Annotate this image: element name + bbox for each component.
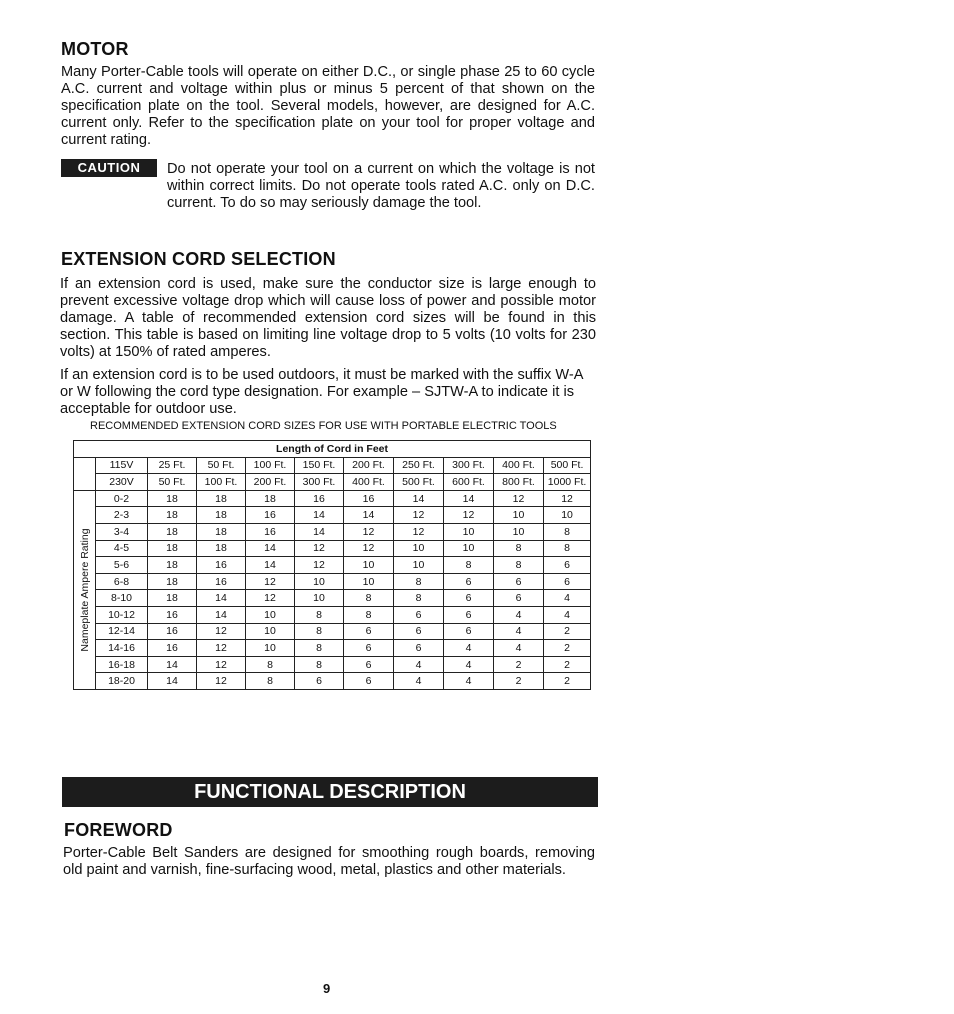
ampere-range-cell: 0-2 bbox=[96, 490, 148, 507]
ampere-range-cell: 14-16 bbox=[96, 640, 148, 657]
gauge-cell: 10 bbox=[344, 557, 394, 574]
gauge-cell: 10 bbox=[295, 590, 344, 607]
gauge-cell: 10 bbox=[494, 507, 544, 524]
motor-heading: MOTOR bbox=[61, 39, 129, 59]
cell-115v-length: 50 Ft. bbox=[197, 457, 246, 474]
gauge-cell: 10 bbox=[394, 540, 444, 557]
gauge-cell: 2 bbox=[544, 656, 591, 673]
ampere-range-cell: 4-5 bbox=[96, 540, 148, 557]
gauge-cell: 10 bbox=[444, 523, 494, 540]
cell-115v-length: 150 Ft. bbox=[295, 457, 344, 474]
gauge-cell: 10 bbox=[544, 507, 591, 524]
ampere-range-cell: 6-8 bbox=[96, 573, 148, 590]
gauge-cell: 6 bbox=[444, 623, 494, 640]
gauge-cell: 10 bbox=[246, 606, 295, 623]
cell-230v-label: 230V bbox=[96, 474, 148, 491]
extension-heading: EXTENSION CORD SELECTION bbox=[61, 249, 336, 269]
corner-cell bbox=[74, 457, 96, 474]
gauge-cell: 2 bbox=[544, 673, 591, 690]
gauge-cell: 14 bbox=[344, 507, 394, 524]
gauge-cell: 6 bbox=[344, 673, 394, 690]
gauge-cell: 4 bbox=[394, 673, 444, 690]
row-230v bbox=[74, 474, 591, 491]
cord-table-body bbox=[74, 490, 591, 689]
cell-230v-length: 400 Ft. bbox=[344, 474, 394, 491]
extension-cord-table bbox=[73, 440, 591, 690]
gauge-cell: 14 bbox=[197, 590, 246, 607]
cell-230v-length: 800 Ft. bbox=[494, 474, 544, 491]
cell-230v-length: 100 Ft. bbox=[197, 474, 246, 491]
gauge-cell: 12 bbox=[197, 640, 246, 657]
gauge-cell: 16 bbox=[295, 490, 344, 507]
gauge-cell: 8 bbox=[246, 656, 295, 673]
gauge-cell: 12 bbox=[295, 557, 344, 574]
ampere-range-cell: 12-14 bbox=[96, 623, 148, 640]
gauge-cell: 6 bbox=[494, 590, 544, 607]
gauge-cell: 2 bbox=[494, 673, 544, 690]
gauge-cell: 8 bbox=[494, 557, 544, 574]
row-115v bbox=[74, 457, 591, 474]
gauge-cell: 14 bbox=[444, 490, 494, 507]
ampere-range-cell: 18-20 bbox=[96, 673, 148, 690]
gauge-cell: 2 bbox=[494, 656, 544, 673]
gauge-cell: 4 bbox=[444, 673, 494, 690]
gauge-cell: 10 bbox=[246, 640, 295, 657]
gauge-cell: 6 bbox=[544, 573, 591, 590]
gauge-cell: 12 bbox=[344, 540, 394, 557]
gauge-cell: 6 bbox=[394, 623, 444, 640]
gauge-cell: 8 bbox=[295, 656, 344, 673]
gauge-cell: 10 bbox=[494, 523, 544, 540]
gauge-cell: 16 bbox=[344, 490, 394, 507]
gauge-cell: 12 bbox=[394, 507, 444, 524]
gauge-cell: 12 bbox=[197, 656, 246, 673]
ampere-range-cell: 2-3 bbox=[96, 507, 148, 524]
motor-paragraph: Many Porter-Cable tools will operate on either D.C., or single phase 25 to 60 cycle A.C. current and voltage within plus or minus 5 percent of that shown on the specification plate on the tool. Several models, however, are designed for A.C. current only. Refer to the specification plate on your tool for proper voltage and current rating. bbox=[61, 64, 595, 148]
gauge-cell: 18 bbox=[148, 573, 197, 590]
extension-paragraph-1: If an extension cord is used, make sure the conductor size is large enough to prevent excessive voltage drop which will cause loss of power and possible motor damage. A table of recommended extension cord sizes will be found in this section. This table is based on limiting line voltage drop to 5 volts (10 volts for 230 volts) at 150% of rated amperes. bbox=[60, 276, 596, 360]
ampere-range-cell: 3-4 bbox=[96, 523, 148, 540]
side-label-cell bbox=[74, 490, 96, 689]
page-number: 9 bbox=[323, 981, 331, 996]
gauge-cell: 2 bbox=[544, 640, 591, 657]
gauge-cell: 18 bbox=[148, 540, 197, 557]
functional-description-band: FUNCTIONAL DESCRIPTION bbox=[62, 777, 598, 807]
gauge-cell: 12 bbox=[246, 573, 295, 590]
cell-230v-length: 300 Ft. bbox=[295, 474, 344, 491]
gauge-cell: 12 bbox=[494, 490, 544, 507]
gauge-cell: 8 bbox=[295, 606, 344, 623]
gauge-cell: 12 bbox=[544, 490, 591, 507]
gauge-cell: 16 bbox=[148, 623, 197, 640]
gauge-cell: 10 bbox=[246, 623, 295, 640]
gauge-cell: 14 bbox=[148, 656, 197, 673]
ampere-range-cell: 10-12 bbox=[96, 606, 148, 623]
gauge-cell: 10 bbox=[444, 540, 494, 557]
table-row bbox=[74, 590, 591, 607]
gauge-cell: 18 bbox=[148, 557, 197, 574]
gauge-cell: 6 bbox=[444, 573, 494, 590]
gauge-cell: 2 bbox=[544, 623, 591, 640]
gauge-cell: 4 bbox=[444, 640, 494, 657]
table-row bbox=[74, 557, 591, 574]
gauge-cell: 8 bbox=[295, 640, 344, 657]
ampere-range-cell: 8-10 bbox=[96, 590, 148, 607]
caution-text: Do not operate your tool on a current on which the voltage is not within correct limits. Do not operate tools rated A.C. only on D.C. current. To do so may seriously damage the tool. bbox=[167, 161, 595, 211]
gauge-cell: 8 bbox=[246, 673, 295, 690]
gauge-cell: 10 bbox=[394, 557, 444, 574]
table-row bbox=[74, 623, 591, 640]
ampere-range-cell: 5-6 bbox=[96, 557, 148, 574]
gauge-cell: 12 bbox=[246, 590, 295, 607]
gauge-cell: 12 bbox=[344, 523, 394, 540]
gauge-cell: 16 bbox=[148, 606, 197, 623]
length-header: Length of Cord in Feet bbox=[74, 441, 591, 458]
gauge-cell: 6 bbox=[394, 606, 444, 623]
gauge-cell: 16 bbox=[246, 523, 295, 540]
gauge-cell: 16 bbox=[246, 507, 295, 524]
gauge-cell: 12 bbox=[394, 523, 444, 540]
gauge-cell: 18 bbox=[197, 523, 246, 540]
gauge-cell: 6 bbox=[394, 640, 444, 657]
gauge-cell: 8 bbox=[394, 573, 444, 590]
gauge-cell: 8 bbox=[344, 606, 394, 623]
gauge-cell: 8 bbox=[544, 540, 591, 557]
cell-115v-label: 115V bbox=[96, 457, 148, 474]
length-header-row bbox=[74, 441, 591, 458]
table-row bbox=[74, 673, 591, 690]
gauge-cell: 18 bbox=[197, 490, 246, 507]
cell-115v-length: 25 Ft. bbox=[148, 457, 197, 474]
table-row bbox=[74, 606, 591, 623]
gauge-cell: 6 bbox=[344, 623, 394, 640]
cell-230v-length: 200 Ft. bbox=[246, 474, 295, 491]
cell-115v-length: 200 Ft. bbox=[344, 457, 394, 474]
corner-cell bbox=[74, 474, 96, 491]
gauge-cell: 4 bbox=[444, 656, 494, 673]
gauge-cell: 14 bbox=[197, 606, 246, 623]
gauge-cell: 8 bbox=[444, 557, 494, 574]
nameplate-ampere-rating-label: Nameplate Ampere Rating bbox=[78, 528, 91, 652]
gauge-cell: 16 bbox=[197, 573, 246, 590]
gauge-cell: 18 bbox=[148, 507, 197, 524]
gauge-cell: 14 bbox=[295, 523, 344, 540]
gauge-cell: 14 bbox=[148, 673, 197, 690]
gauge-cell: 6 bbox=[344, 656, 394, 673]
gauge-cell: 8 bbox=[544, 523, 591, 540]
table-row bbox=[74, 490, 591, 507]
gauge-cell: 12 bbox=[197, 623, 246, 640]
gauge-cell: 16 bbox=[197, 557, 246, 574]
gauge-cell: 14 bbox=[394, 490, 444, 507]
cell-115v-length: 500 Ft. bbox=[544, 457, 591, 474]
gauge-cell: 12 bbox=[444, 507, 494, 524]
cell-230v-length: 50 Ft. bbox=[148, 474, 197, 491]
gauge-cell: 8 bbox=[344, 590, 394, 607]
gauge-cell: 14 bbox=[246, 540, 295, 557]
gauge-cell: 14 bbox=[295, 507, 344, 524]
gauge-cell: 18 bbox=[246, 490, 295, 507]
gauge-cell: 4 bbox=[394, 656, 444, 673]
gauge-cell: 8 bbox=[494, 540, 544, 557]
gauge-cell: 14 bbox=[246, 557, 295, 574]
table-row bbox=[74, 640, 591, 657]
table-row bbox=[74, 656, 591, 673]
extension-paragraph-2: If an extension cord is to be used outdoors, it must be marked with the suffix W-A or W following the cord type designation. For example – SJTW-A to indicate it is acceptable for outdoor use. bbox=[60, 367, 583, 417]
foreword-text: Porter-Cable Belt Sanders are designed for smoothing rough boards, removing old paint and varnish, fine-surfacing wood, metal, plastics and other materials. bbox=[63, 845, 595, 878]
gauge-cell: 6 bbox=[344, 640, 394, 657]
table-row bbox=[74, 540, 591, 557]
caution-badge: CAUTION bbox=[61, 159, 157, 177]
gauge-cell: 16 bbox=[148, 640, 197, 657]
gauge-cell: 18 bbox=[148, 490, 197, 507]
gauge-cell: 4 bbox=[494, 640, 544, 657]
table-row bbox=[74, 573, 591, 590]
cell-115v-length: 250 Ft. bbox=[394, 457, 444, 474]
gauge-cell: 8 bbox=[295, 623, 344, 640]
gauge-cell: 4 bbox=[544, 590, 591, 607]
table-row bbox=[74, 523, 591, 540]
gauge-cell: 12 bbox=[295, 540, 344, 557]
gauge-cell: 4 bbox=[494, 606, 544, 623]
cell-115v-length: 400 Ft. bbox=[494, 457, 544, 474]
gauge-cell: 4 bbox=[494, 623, 544, 640]
gauge-cell: 8 bbox=[394, 590, 444, 607]
table-row bbox=[74, 507, 591, 524]
gauge-cell: 10 bbox=[344, 573, 394, 590]
cell-230v-length: 600 Ft. bbox=[444, 474, 494, 491]
gauge-cell: 6 bbox=[544, 557, 591, 574]
gauge-cell: 18 bbox=[148, 590, 197, 607]
foreword-heading: FOREWORD bbox=[64, 820, 173, 840]
gauge-cell: 4 bbox=[544, 606, 591, 623]
cell-115v-length: 300 Ft. bbox=[444, 457, 494, 474]
gauge-cell: 6 bbox=[295, 673, 344, 690]
table-caption: RECOMMENDED EXTENSION CORD SIZES FOR USE WITH PORTABLE ELECTRIC TOOLS bbox=[90, 420, 557, 432]
cell-115v-length: 100 Ft. bbox=[246, 457, 295, 474]
gauge-cell: 10 bbox=[295, 573, 344, 590]
gauge-cell: 18 bbox=[197, 507, 246, 524]
cell-230v-length: 500 Ft. bbox=[394, 474, 444, 491]
gauge-cell: 6 bbox=[444, 590, 494, 607]
cell-230v-length: 1000 Ft. bbox=[544, 474, 591, 491]
gauge-cell: 18 bbox=[148, 523, 197, 540]
gauge-cell: 12 bbox=[197, 673, 246, 690]
gauge-cell: 18 bbox=[197, 540, 246, 557]
gauge-cell: 6 bbox=[444, 606, 494, 623]
gauge-cell: 6 bbox=[494, 573, 544, 590]
ampere-range-cell: 16-18 bbox=[96, 656, 148, 673]
